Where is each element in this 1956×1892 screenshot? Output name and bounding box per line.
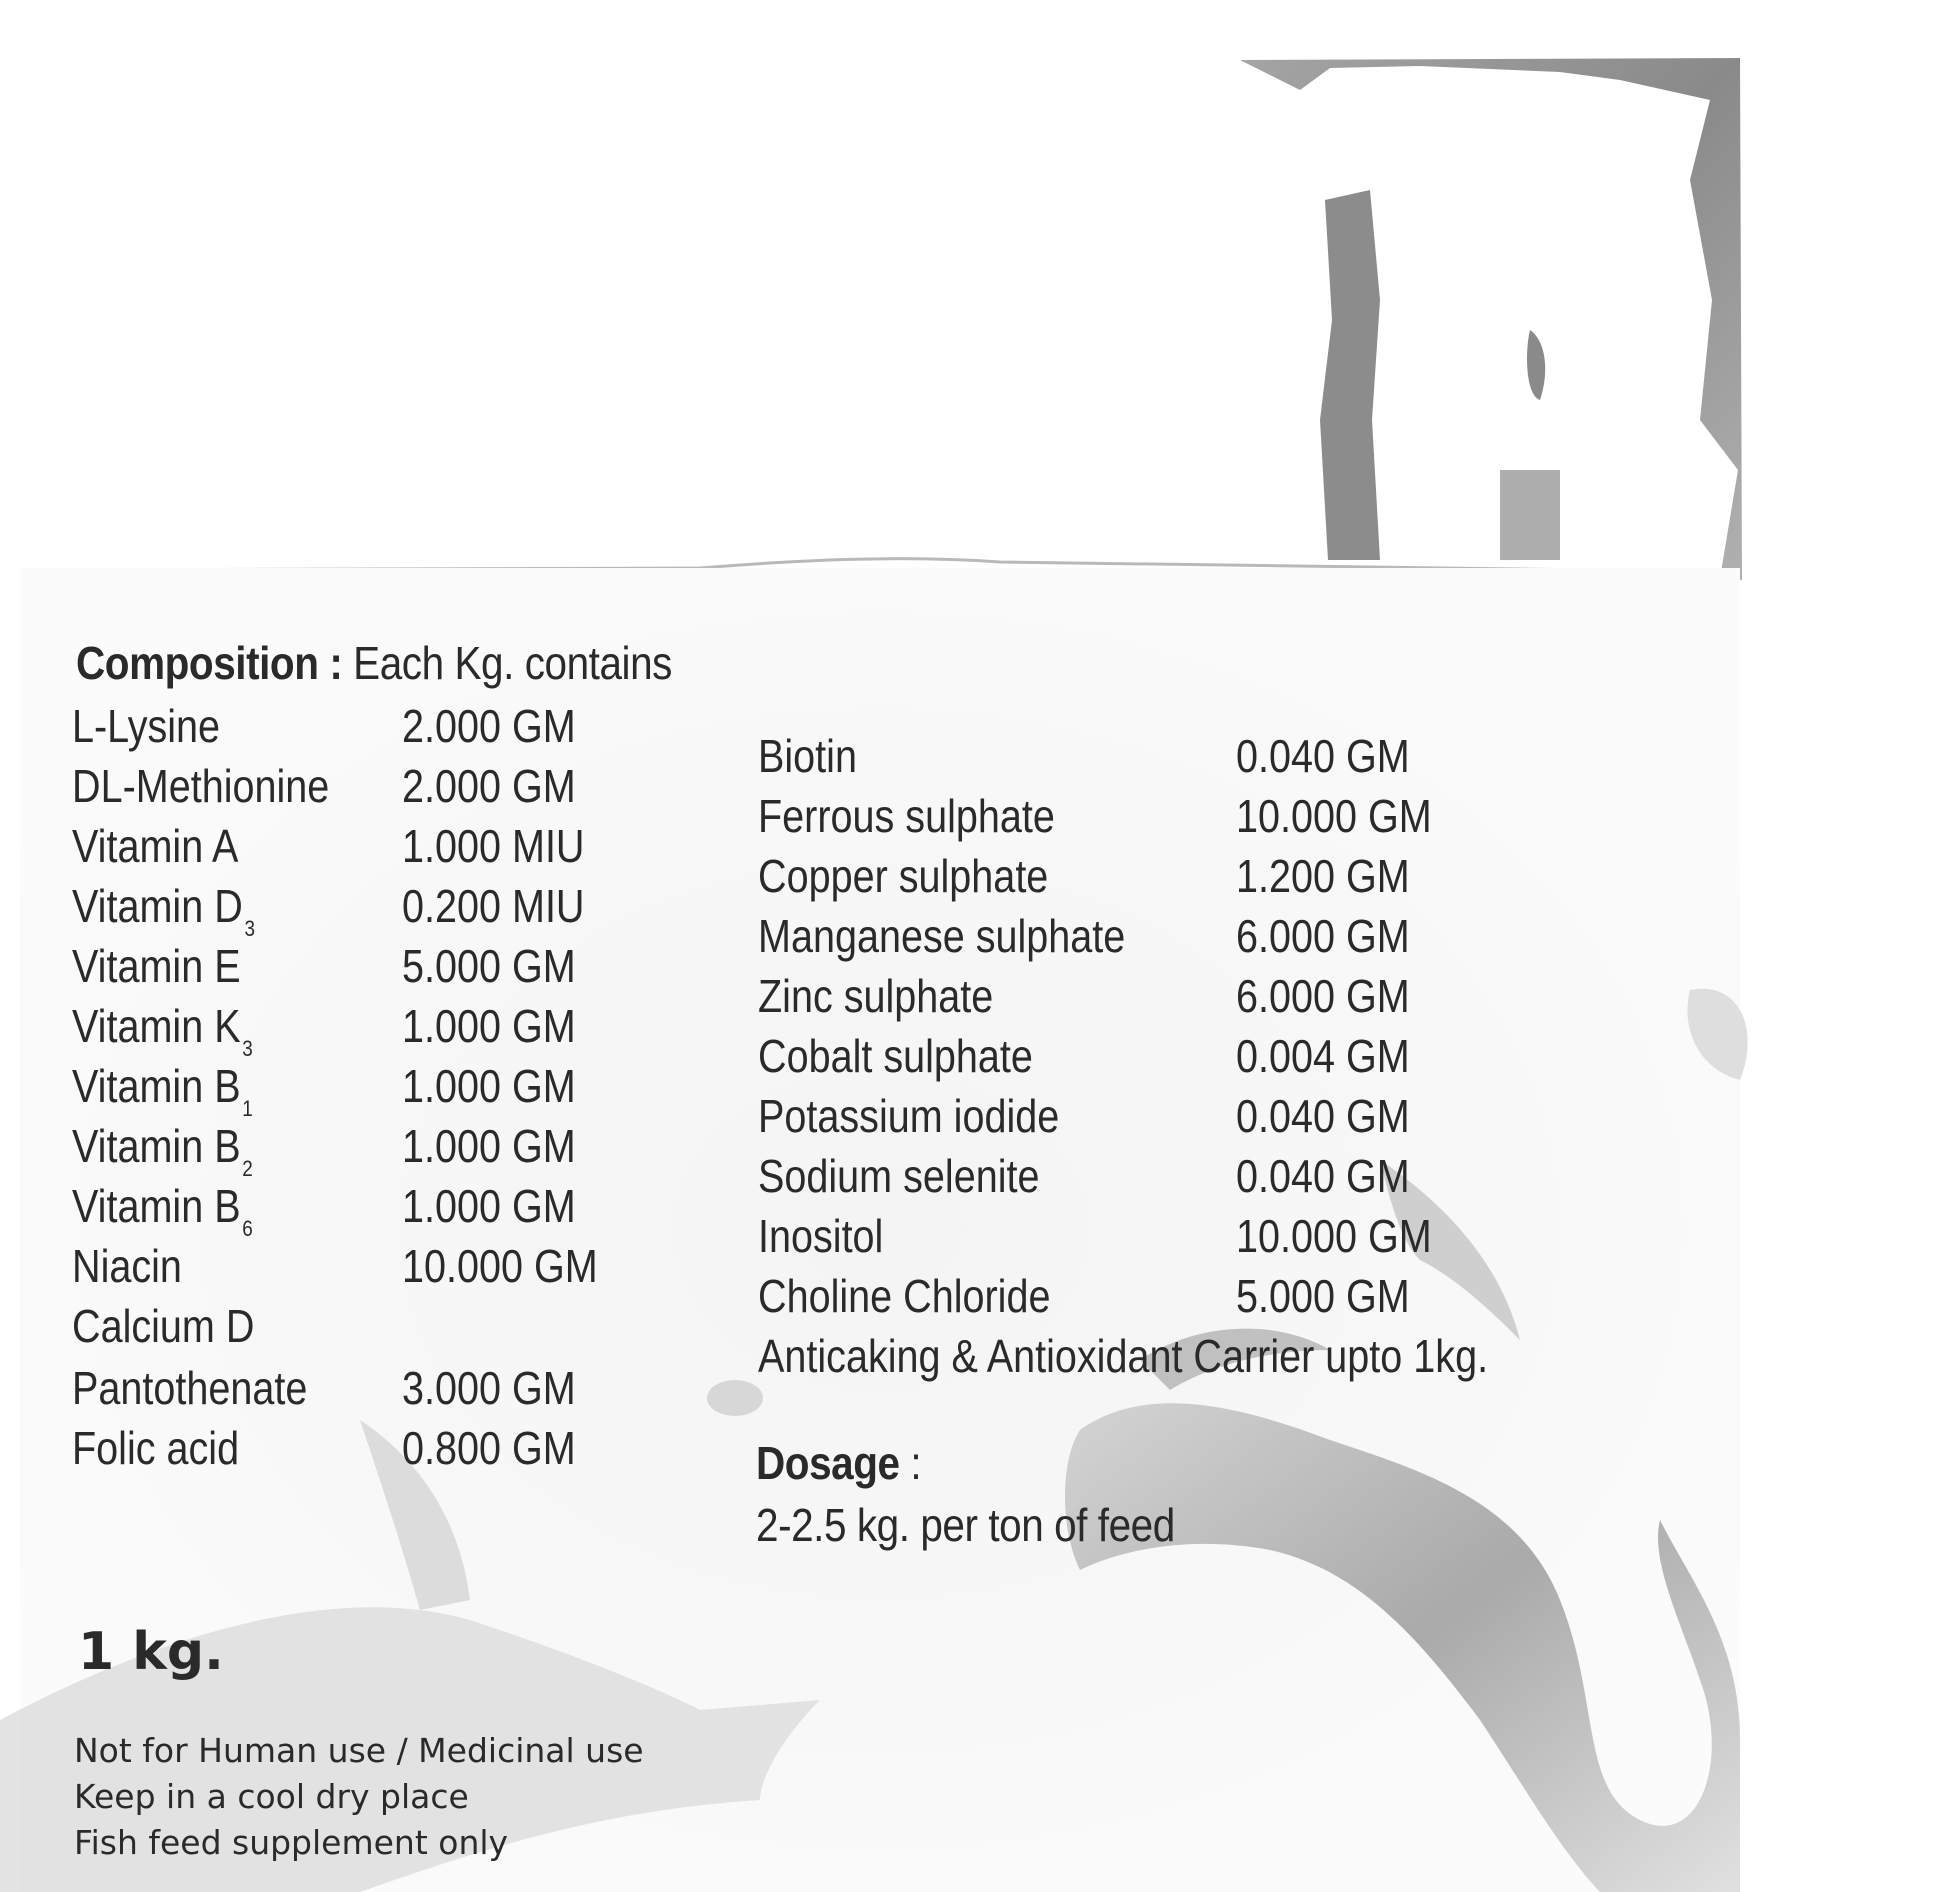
item-name: Potassium iodide — [758, 1090, 1060, 1142]
item-value: 0.800 GM — [402, 1422, 576, 1474]
item-name: Calcium D — [72, 1300, 255, 1352]
composition-label: Composition : — [76, 637, 343, 689]
item-value: 10.000 GM — [1236, 1210, 1432, 1262]
notes — [74, 1728, 644, 1866]
item-name-text: Vitamin B — [72, 1180, 241, 1232]
item-name: Pantothenate — [72, 1362, 308, 1414]
item-value: 0.040 GM — [1236, 1150, 1410, 1202]
item-name: Biotin — [758, 730, 857, 782]
item-value: 2.000 GM — [402, 760, 576, 812]
item-name-text: Vitamin B — [72, 1120, 241, 1172]
item-name: Ferrous sulphate — [758, 790, 1055, 842]
composition-right-list — [758, 726, 1658, 1426]
item-value: 1.000 MIU — [402, 820, 585, 872]
item-value: 10.000 GM — [402, 1240, 598, 1292]
item-subscript: 3 — [242, 1036, 253, 1061]
item-name: Folic acid — [72, 1422, 240, 1474]
item-value: 5.000 GM — [1236, 1270, 1410, 1322]
note-line: Keep in a cool dry place — [74, 1777, 469, 1816]
item-name: Choline Chloride — [758, 1270, 1051, 1322]
item-name: Vitamin E — [72, 940, 241, 992]
item-subscript: 1 — [242, 1096, 253, 1121]
note-line: Fish feed supplement only — [74, 1823, 509, 1862]
item-name: Inositol — [758, 1210, 884, 1262]
item-subscript: 3 — [244, 916, 256, 941]
item-value: 1.000 GM — [402, 1120, 576, 1172]
item-value: 0.004 GM — [1236, 1030, 1410, 1082]
item-name: Manganese sulphate — [758, 910, 1126, 962]
item-subscript: 6 — [242, 1216, 253, 1241]
item-value: 1.000 GM — [402, 1180, 576, 1232]
item-value: 3.000 GM — [402, 1362, 576, 1414]
item-value: 0.040 GM — [1236, 1090, 1410, 1142]
item-subscript: 2 — [242, 1156, 253, 1181]
item-value: 10.000 GM — [1236, 790, 1432, 842]
composition-heading — [76, 636, 672, 690]
item-name: Niacin — [72, 1240, 182, 1292]
composition-left-list — [72, 696, 712, 1496]
item-value: 1.000 GM — [402, 1060, 576, 1112]
item-name: L-Lysine — [72, 700, 221, 752]
item-value: 6.000 GM — [1236, 970, 1410, 1022]
dosage-label: Dosage — [756, 1437, 900, 1489]
carrier-note-text: Anticaking & Antioxidant Carrier upto 1kg. — [758, 1330, 1489, 1382]
item-name: Sodium selenite — [758, 1150, 1040, 1202]
item-value: 0.200 MIU — [402, 880, 585, 932]
item-name: Copper sulphate — [758, 850, 1049, 902]
item-value: 6.000 GM — [1236, 910, 1410, 962]
note-line: Not for Human use / Medicinal use — [74, 1731, 644, 1770]
dosage-heading — [756, 1436, 921, 1490]
item-value: 2.000 GM — [402, 700, 576, 752]
dosage-text: 2-2.5 kg. per ton of feed — [756, 1499, 1175, 1551]
item-name-text: Vitamin B — [72, 1060, 241, 1112]
composition-subtitle: Each Kg. contains — [353, 637, 672, 689]
item-name-text: Vitamin K — [72, 1000, 241, 1052]
item-value: 1.200 GM — [1236, 850, 1410, 902]
item-value: 1.000 GM — [402, 1000, 576, 1052]
item-name: Vitamin A — [72, 820, 239, 872]
item-name: DL-Methionine — [72, 760, 330, 812]
item-value: 5.000 GM — [402, 940, 576, 992]
item-name: Cobalt sulphate — [758, 1030, 1033, 1082]
net-weight: 1 kg. — [78, 1622, 224, 1682]
dosage-colon: : — [899, 1437, 922, 1489]
top-scan-graphic — [0, 0, 1956, 600]
item-name: Zinc sulphate — [758, 970, 994, 1022]
item-value: 0.040 GM — [1236, 730, 1410, 782]
item-name-text: Vitamin D — [72, 880, 243, 932]
